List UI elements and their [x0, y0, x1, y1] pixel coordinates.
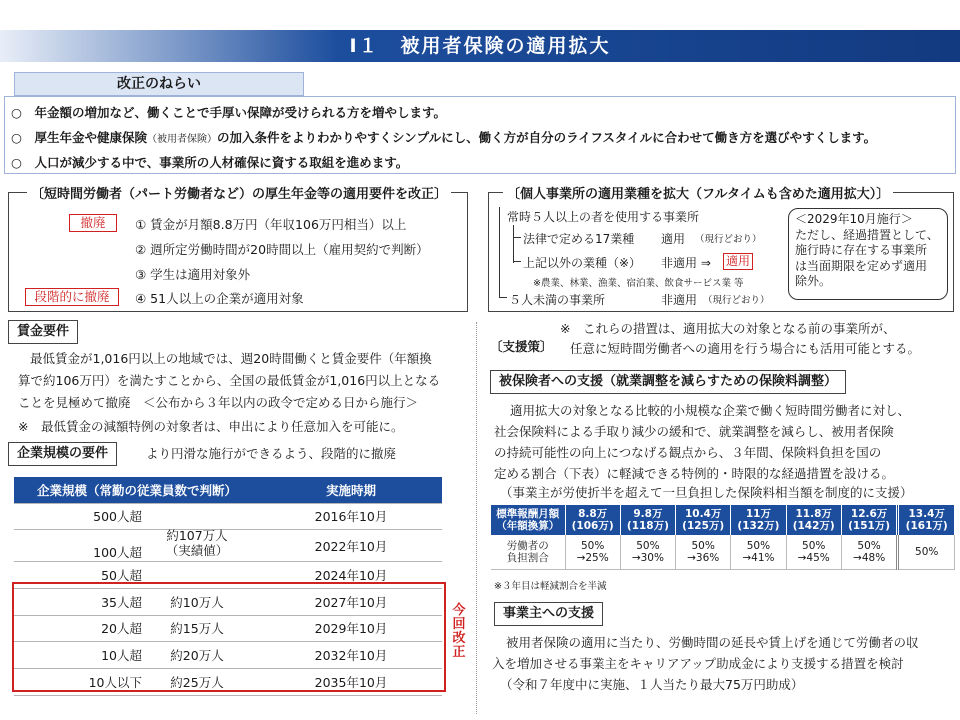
- table-header: 実施時期: [260, 477, 442, 503]
- date-cell: 2016年10月: [260, 503, 442, 530]
- size-text: 100人超: [93, 545, 142, 561]
- insured-para-5: （事業主が労使折半を超えて一旦負担した保険料相当額を制度的に支援）: [500, 485, 913, 500]
- part-time-box: [8, 187, 468, 312]
- size-text: 10人以下: [88, 674, 142, 690]
- wage-para-2: 算で約106万円）を満たすことから、全国の最低賃金が1,016円以上となる: [18, 373, 441, 388]
- aim-item-text: の加入条件をよりわかりやすくシンプルにし、働く方が自分のライフスタイルに合わせて働き方を選びやすくします。: [216, 130, 877, 145]
- wage-para-1: 最低賃金が1,016円以上の地域では、週20時間働くと賃金要件（年額換: [30, 351, 432, 366]
- rates-header: 13.4万 (161万): [898, 505, 955, 535]
- rates-cell: 50% →45%: [786, 535, 841, 569]
- insured-para-1: 適用拡大の対象となる比較的小規模な企業で働く短時間労働者に対し、: [510, 403, 911, 418]
- date-cell: 2032年10月: [260, 642, 442, 669]
- employer-para-2: 入を増加させる事業主をキャリアアップ助成金により支援する措置を検討: [492, 656, 904, 671]
- abolish-tag: 撤廃: [69, 214, 117, 232]
- callout-2029: [788, 208, 948, 300]
- tree-line: [513, 237, 521, 238]
- aim-item-1: [11, 103, 446, 121]
- table-row: [14, 503, 442, 530]
- rates-cell: 50% →48%: [841, 535, 898, 569]
- rates-table: [491, 505, 955, 570]
- industries-note: ※農業、林業、漁業、宿泊業、飲食サービス業 等: [533, 278, 744, 289]
- rates-cell: 50% →30%: [620, 535, 675, 569]
- under-five-text: ５人未満の事業所: [509, 293, 606, 307]
- rates-header: 10.4万 (125万): [676, 505, 731, 535]
- pop-text: 約25万人: [170, 674, 224, 690]
- rates-row-label: 労働者の 負担割合: [491, 535, 565, 569]
- pop-text: 約20万人: [170, 648, 224, 664]
- aim-item-2: [11, 128, 876, 146]
- five-or-more-text: 常時５人以上の者を使用する事業所: [507, 210, 700, 224]
- requirement-2: ② 週所定労働時間が20時間以上（雇用契約で判断）: [135, 242, 429, 257]
- date-cell: 2027年10月: [260, 588, 442, 615]
- size-text: 500人超: [93, 509, 142, 525]
- scale-note: より円滑な施行ができるよう、段階的に撤廃: [146, 446, 397, 461]
- aim-item-text: 年金額の増加など、働くことで手厚い保障が受けられる方を増やします。: [34, 105, 446, 120]
- aim-item-text: 厚生年金や健康保険: [34, 130, 147, 145]
- insured-para-2: 社会保険料による手取り減少の緩和で、就業調整を減らし、被用者保険: [494, 424, 894, 439]
- rates-header: 12.6万 (151万): [841, 505, 898, 535]
- not-applied-text: 非適用: [661, 293, 698, 307]
- group-pop-note: （実績値）: [165, 543, 229, 559]
- employer-support-label: 事業主への支援: [494, 602, 603, 626]
- scale-cell: [14, 530, 260, 562]
- this-revision-label: [450, 604, 468, 660]
- size-text: 50人超: [101, 568, 142, 584]
- column-divider: [476, 322, 477, 714]
- aim-label: 改正のねらい: [14, 72, 304, 96]
- date-cell: 2022年10月: [260, 530, 442, 562]
- callout-line: ＜2029年10月施行＞: [795, 212, 913, 226]
- this-revision-char: 今: [452, 603, 466, 618]
- wage-label: 賃金要件: [8, 320, 78, 344]
- size-text: 10人超: [101, 648, 142, 664]
- gradual-abolish-tag: 段階的に撤廃: [25, 288, 119, 306]
- requirement-1: ① 賃金が月額8.8万円（年収106万円相当）以上: [135, 217, 407, 232]
- this-revision-frame: [12, 582, 446, 692]
- rates-header: 8.8万 (106万): [565, 505, 620, 535]
- this-revision-char: 回: [452, 617, 466, 632]
- pop-text: 約10万人: [170, 594, 224, 610]
- bullet-icon: ○: [11, 130, 22, 145]
- requirement-4: ④ 51人以上の企業が適用対象: [135, 291, 304, 306]
- group-pop: [142, 528, 252, 558]
- not-applied-text: 非適用 ⇒: [661, 256, 711, 270]
- tree-line: [499, 297, 507, 298]
- rates-cell: 50% →36%: [676, 535, 731, 569]
- bullet-icon: ○: [11, 155, 22, 170]
- rates-header: 11.8万 (142万): [786, 505, 841, 535]
- other-industries-text: 上記以外の業種（※）: [523, 256, 642, 270]
- employer-para-1: 被用者保険の適用に当たり、労働時間の延長や賃上げを通じて労働者の収: [506, 635, 919, 650]
- tree-line: [499, 207, 500, 297]
- insured-para-3: の持続可能性の向上につなげる観点から、３年間、保険料負担を国の: [494, 445, 882, 460]
- applied-text: 適用: [661, 232, 686, 246]
- table-header: 企業規模（常勤の従業員数で判断）: [14, 477, 260, 503]
- table-header-row: [14, 477, 442, 503]
- self-employed-title: 〔個人事業所の適用業種を拡大（フルタイムも含めた適用拡大）〕: [503, 183, 893, 202]
- measures-note-2: 任意に短時間労働者への適用を行う場合にも活用可能とする。: [570, 341, 921, 356]
- rates-header: 11万 (132万): [731, 505, 786, 535]
- insured-para-4: 定める割合（下表）に軽減できる特例的・時限的な経過措置を設ける。: [494, 466, 895, 481]
- insured-support-label: 被保険者への支援（就業調整を減らすための保険料調整）: [490, 370, 846, 394]
- aim-item-3: [11, 153, 408, 171]
- callout-line: 施行時に存在する事業所: [795, 243, 928, 257]
- date-cell: 2035年10月: [260, 668, 442, 695]
- scale-cell: [14, 503, 260, 530]
- employer-para-3: （令和７年度中に実施、１人当たり最大75万円助成）: [500, 677, 804, 692]
- rates-header: 標準報酬月額 （年額換算）: [491, 505, 565, 535]
- rates-cell: 50% →25%: [565, 535, 620, 569]
- rates-cell: 50% →41%: [731, 535, 786, 569]
- size-text: 20人超: [101, 621, 142, 637]
- bullet-icon: ○: [11, 105, 22, 120]
- current-rule-note: （現行どおり）: [695, 234, 762, 245]
- applied-tag: 適用: [723, 253, 753, 270]
- callout-line: は当面期限を定めず適用: [795, 258, 928, 273]
- page-title: Ⅰ１ 被用者保険の適用拡大: [0, 30, 960, 62]
- seventeen-industries-text: 法律で定める17業種: [523, 232, 635, 246]
- this-revision-char: 正: [452, 645, 466, 660]
- rates-header-row: [491, 505, 955, 535]
- measures-note-1: ※ これらの措置は、適用拡大の対象となる前の事業所が、: [560, 321, 896, 336]
- aim-box: [4, 96, 956, 174]
- size-text: 35人超: [101, 594, 142, 610]
- callout-line: ただし、経過措置として、: [795, 227, 939, 242]
- part-time-title: 〔短時間労働者（パート労働者など）の厚生年金等の適用要件を改正〕: [27, 183, 451, 202]
- wage-para-3: ことを見極めて撤廃 ＜公布から３年以内の政令で定める日から施行＞: [18, 395, 419, 410]
- current-rule-note: （現行どおり）: [703, 295, 770, 306]
- table-row: [14, 530, 442, 562]
- date-cell: 2029年10月: [260, 615, 442, 642]
- callout-line: 除外。: [795, 274, 832, 288]
- tree-line: [513, 225, 514, 263]
- scale-label: 企業規模の要件: [8, 442, 117, 466]
- rates-header: 9.8万 (118万): [620, 505, 675, 535]
- group-pop-value: 約107万人: [166, 528, 228, 544]
- rates-row: [491, 535, 955, 569]
- requirement-3: ③ 学生は適用対象外: [135, 267, 251, 282]
- rates-footnote: ※３年目は軽減割合を半減: [494, 581, 607, 592]
- pop-text: 約15万人: [170, 621, 224, 637]
- aim-item-note: （被用者保険）: [146, 134, 217, 145]
- measures-label: 〔支援策〕: [490, 339, 553, 354]
- wage-note: ※ 最低賃金の減額特例の対象者は、申出により任意加入を可能に。: [18, 419, 404, 434]
- aim-item-text: 人口が減少する中で、事業所の人材確保に資する取組を進めます。: [34, 155, 409, 170]
- this-revision-char: 改: [452, 631, 466, 646]
- date-cell: 2024年10月: [260, 562, 442, 589]
- rates-cell: 50%: [898, 535, 955, 569]
- tree-line: [513, 261, 521, 262]
